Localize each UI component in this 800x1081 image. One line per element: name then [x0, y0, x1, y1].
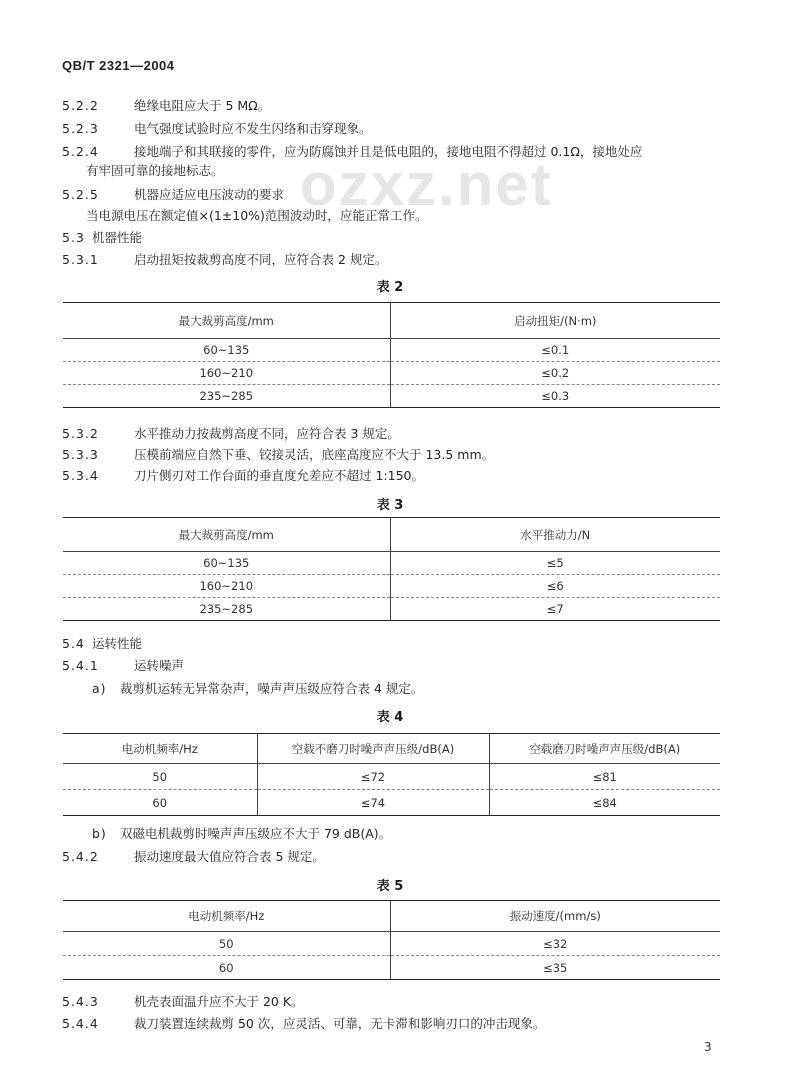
- table-cell: ≤5: [390, 552, 720, 575]
- item-label: a): [92, 681, 107, 696]
- clause-text: 启动扭矩按裁剪高度不同，应符合表 2 规定。: [134, 252, 388, 267]
- clause-text: 绝缘电阻应大于 5 MΩ。: [134, 98, 271, 113]
- table-cell: ≤84: [489, 790, 720, 816]
- clause-number: 5.2.2: [62, 98, 99, 113]
- table-4-header-frequency: 电动机频率/Hz: [63, 734, 257, 764]
- table-3-header-height: 最大裁剪高度/mm: [63, 518, 390, 552]
- clause-text: 水平推动力按裁剪高度不同，应符合表 3 规定。: [134, 426, 400, 441]
- clause-text: 裁刀装置连续裁剪 50 次，应灵活、可靠，无卡滞和影响刃口的冲击现象。: [134, 1016, 546, 1031]
- table-4-header-noise-no-sharpen: 空载不磨刀时噪声声压级/dB(A): [257, 734, 489, 764]
- page-number: 3: [704, 1040, 712, 1054]
- table-cell: 160~210: [63, 575, 390, 598]
- clause-number: 5.2.3: [62, 121, 99, 136]
- table-cell: 50: [63, 932, 390, 956]
- table-cell: ≤32: [390, 932, 720, 956]
- table-cell: ≤0.1: [390, 339, 720, 362]
- table-2-header-height: 最大裁剪高度/mm: [63, 303, 390, 339]
- clause-5-2-4-continued: [86, 163, 224, 179]
- table-2: [63, 302, 720, 408]
- clause-5-2-5-detail: [86, 208, 427, 224]
- clause-number: 5.3.3: [62, 447, 99, 462]
- clause-5-2-5: [62, 187, 284, 203]
- clause-5-2-4: [62, 144, 642, 160]
- table-5-header-frequency: 电动机频率/Hz: [63, 901, 390, 932]
- table-row: [63, 790, 720, 816]
- table-cell: ≤6: [390, 575, 720, 598]
- clause-number: 5.3.4: [62, 468, 99, 483]
- clause-text: 双磁电机裁剪时噪声声压级应不大于 79 dB(A)。: [120, 826, 392, 841]
- table-row: [63, 552, 720, 575]
- section-number: 5.3: [62, 230, 85, 245]
- clause-text: 当电源电压在额定值×(1±10%)范围波动时，应能正常工作。: [86, 208, 428, 223]
- clause-5-3-4: [62, 468, 424, 484]
- clause-number: 5.4.2: [62, 849, 99, 864]
- table-5: [63, 900, 720, 980]
- clause-text: 振动速度最大值应符合表 5 规定。: [134, 849, 325, 864]
- table-row: [63, 362, 720, 385]
- section-number: 5.4: [62, 636, 85, 651]
- site-watermark: ozxz.net: [300, 151, 553, 218]
- table-cell: ≤81: [489, 764, 720, 790]
- table-row: [63, 575, 720, 598]
- table-cell: 50: [63, 764, 257, 790]
- table-cell: 235~285: [63, 598, 390, 621]
- section-5-3-heading: [62, 230, 142, 246]
- section-title: 运转性能: [92, 636, 143, 651]
- section-5-4-heading: [62, 636, 142, 652]
- table-cell: ≤74: [257, 790, 489, 816]
- section-title: 机器性能: [92, 230, 143, 245]
- clause-text: 刀片侧刃对工作台面的垂直度允差应不超过 1:150。: [134, 468, 424, 483]
- table-5-caption: 表 5: [376, 879, 404, 894]
- table-4-caption: 表 4: [376, 710, 404, 725]
- clause-number: 5.3.1: [62, 252, 99, 267]
- standard-code-header: QB/T 2321—2004: [62, 58, 175, 73]
- clause-text: 机器应适应电压波动的要求: [134, 187, 285, 202]
- clause-5-3-1: [62, 252, 387, 268]
- table-cell: 60: [63, 790, 257, 816]
- table-row: [63, 598, 720, 621]
- table-cell: 60: [63, 956, 390, 980]
- clause-5-2-3: [62, 121, 372, 137]
- table-cell: ≤0.2: [390, 362, 720, 385]
- clause-number: 5.3.2: [62, 426, 99, 441]
- clause-number: 5.2.4: [62, 144, 99, 159]
- table-3-header-force: 水平推动力/N: [390, 518, 720, 552]
- table-row: [63, 932, 720, 956]
- clause-text: 电气强度试验时应不发生闪络和击穿现象。: [134, 121, 372, 136]
- clause-5-4-3: [62, 994, 304, 1010]
- table-row: [63, 764, 720, 790]
- clause-text: 运转噪声: [134, 658, 185, 673]
- table-cell: ≤0.3: [390, 385, 720, 408]
- clause-5-4-1-b: [92, 826, 391, 842]
- clause-5-4-1-a: [92, 681, 423, 697]
- table-3: [63, 517, 720, 621]
- clause-text: 接地端子和其联接的零件，应为防腐蚀并且是低电阻的，接地电阻不得超过 0.1Ω，接地处应: [134, 144, 643, 159]
- table-cell: 60~135: [63, 339, 390, 362]
- table-cell: 160~210: [63, 362, 390, 385]
- clause-text: 有牢固可靠的接地标志。: [86, 163, 224, 178]
- table-4: [63, 733, 720, 816]
- clause-number: 5.4.3: [62, 994, 99, 1009]
- table-3-caption: 表 3: [376, 498, 404, 513]
- clause-text: 裁剪机运转无异常杂声，噪声声压级应符合表 4 规定。: [120, 681, 424, 696]
- table-cell: 60~135: [63, 552, 390, 575]
- table-cell: ≤35: [390, 956, 720, 980]
- table-cell: ≤7: [390, 598, 720, 621]
- clause-number: 5.4.4: [62, 1016, 99, 1031]
- table-4-header-noise-sharpen: 空载磨刀时噪声声压级/dB(A): [489, 734, 720, 764]
- clause-text: 机壳表面温升应不大于 20 K。: [134, 994, 304, 1009]
- clause-5-4-2: [62, 849, 325, 865]
- clause-5-4-4: [62, 1016, 545, 1032]
- table-5-header-vibration: 振动速度/(mm/s): [390, 901, 720, 932]
- clause-5-3-3: [62, 447, 494, 463]
- clause-number: 5.4.1: [62, 658, 99, 673]
- table-row: [63, 956, 720, 980]
- clause-5-3-2: [62, 426, 400, 442]
- clause-5-2-2: [62, 98, 270, 114]
- item-label: b): [92, 826, 107, 841]
- table-2-header-torque: 启动扭矩/(N·m): [390, 303, 720, 339]
- clause-5-4-1: [62, 658, 184, 674]
- table-cell: 235~285: [63, 385, 390, 408]
- table-cell: ≤72: [257, 764, 489, 790]
- clause-text: 压模前端应自然下垂、铰接灵活，底座高度应不大于 13.5 mm。: [134, 447, 495, 462]
- table-row: [63, 339, 720, 362]
- table-row: [63, 385, 720, 408]
- table-2-caption: 表 2: [376, 280, 404, 295]
- clause-number: 5.2.5: [62, 187, 99, 202]
